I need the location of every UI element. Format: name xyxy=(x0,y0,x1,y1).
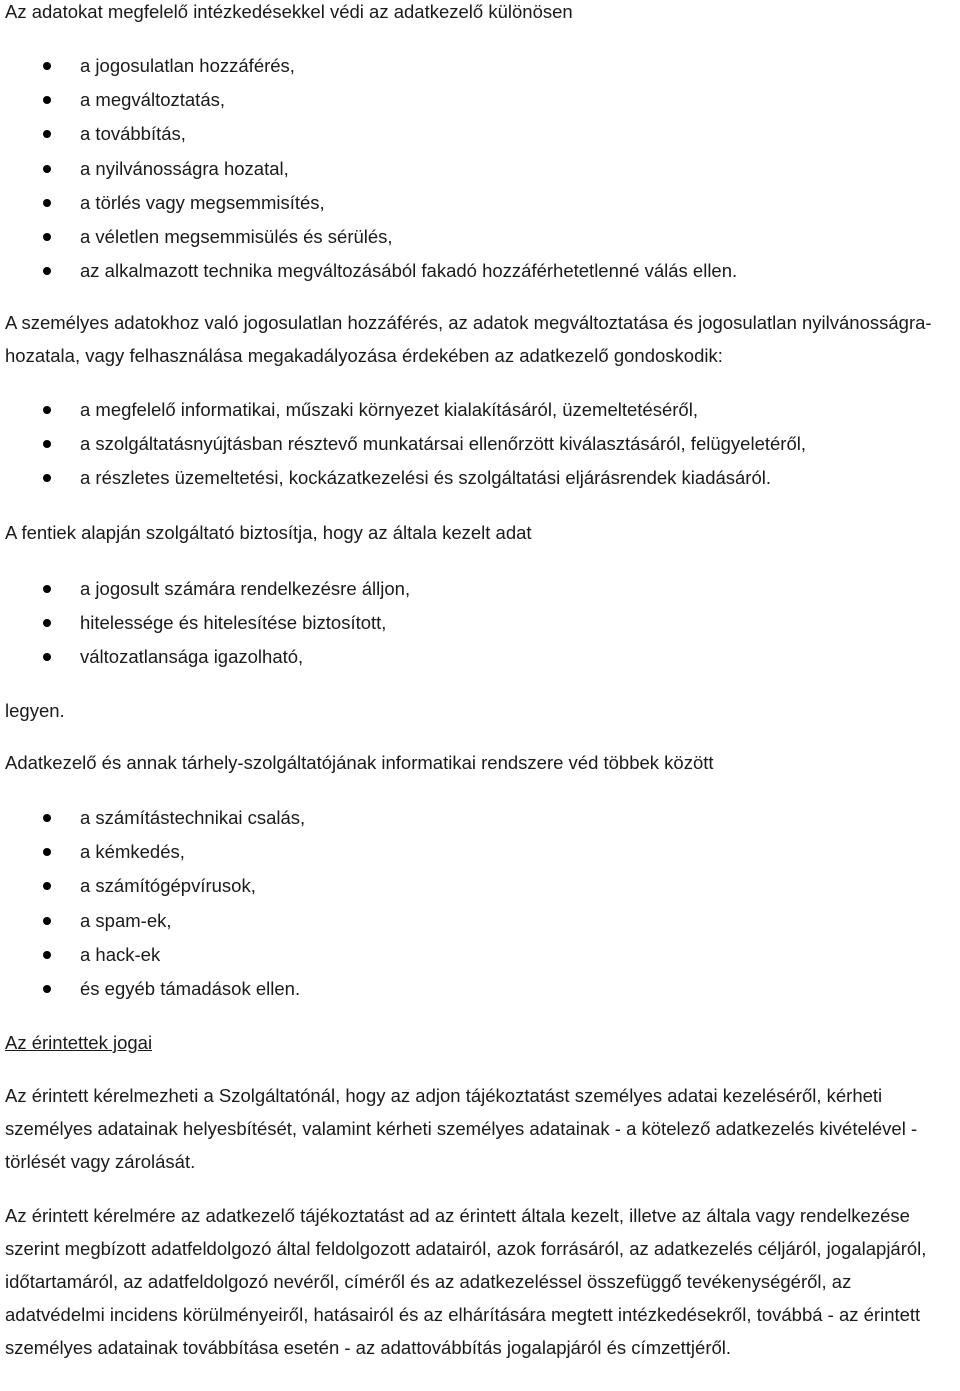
list-item: a továbbítás, xyxy=(0,117,960,151)
bullet-icon xyxy=(43,653,51,661)
data-assurance-list xyxy=(0,572,960,675)
rights-paragraph-information: Az érintett kérelmére az adatkezelő tájékoztatást ad az érintett általa kezelt, illetve az általa vagy rendelkezése szerint megbízott adatfeldolgozó által feldolgozott adatairól, azok forrásáról, az adatkezelés céljáról, jogalapjáról, időtartamáról, az adatfeldolgozó nevéről, címéről és az adatkezeléssel összefüggő tevékenységéről, az adatvédelmi incidens körülményeiről, hatásairól és az elhárítására megtett intézkedésekről, továbbá - az érintett személyes adatainak továbbítása esetén - az adattovábbítás jogalapjáról és címzettjéről. xyxy=(5,1205,927,1358)
bullet-icon xyxy=(43,585,51,593)
list-item: a törlés vagy megsemmisítés, xyxy=(0,186,960,220)
intro-paragraph-data-assurance: A fentiek alapján szolgáltató biztosítja, hogy az általa kezelt adat xyxy=(5,522,532,543)
bullet-icon xyxy=(43,882,51,890)
list-item: a részletes üzemeltetési, kockázatkezelési és szolgáltatási eljárásrendek kiadásáról. xyxy=(0,461,960,495)
bullet-icon xyxy=(43,233,51,241)
bullet-icon xyxy=(43,62,51,70)
list-item: a kémkedés, xyxy=(0,835,960,869)
list-item: az alkalmazott technika megváltozásából fakadó hozzáférhetetlenné válás ellen. xyxy=(0,254,960,288)
bullet-icon xyxy=(43,917,51,925)
bullet-icon xyxy=(43,951,51,959)
bullet-icon xyxy=(43,96,51,104)
bullet-icon xyxy=(43,440,51,448)
intro-paragraph-unauthorized-access: A személyes adatokhoz való jogosulatlan hozzáférés, az adatok megváltoztatása és jogosulatlan nyilvánosságra-hozatala, vagy felhasználása megakadályozása érdekében az adatkezelő gondoskodik: xyxy=(5,312,932,366)
bullet-icon xyxy=(43,199,51,207)
list-item: a jogosult számára rendelkezésre álljon, xyxy=(0,572,960,606)
bullet-icon xyxy=(43,474,51,482)
controller-measures-list xyxy=(0,393,960,496)
intro-paragraph-protection: Az adatokat megfelelő intézkedésekkel védi az adatkezelő különösen xyxy=(5,1,573,22)
list-item: a megfelelő informatikai, műszaki környezet kialakításáról, üzemeltetéséről, xyxy=(0,393,960,427)
list-item: a szolgáltatásnyújtásban résztevő munkatársai ellenőrzött kiválasztásáról, felügyeletéről, xyxy=(0,427,960,461)
bullet-icon xyxy=(43,130,51,138)
bullet-icon xyxy=(43,619,51,627)
list-item: a megváltoztatás, xyxy=(0,83,960,117)
list-item: a hack-ek xyxy=(0,938,960,972)
rights-paragraph-request: Az érintett kérelmezheti a Szolgáltatónál, hogy az adjon tájékoztatást személyes adatai kezeléséről, kérheti személyes adatainak helyesbítését, valamint kérheti személyes adatainak - a kötelező adatkezelés kivételével - törlését vagy zárolását. xyxy=(5,1085,918,1172)
list-item: a nyilvánosságra hozatal, xyxy=(0,152,960,186)
list-item: a számítógépvírusok, xyxy=(0,869,960,903)
bullet-icon xyxy=(43,848,51,856)
bullet-icon xyxy=(43,165,51,173)
attack-types-list xyxy=(0,801,960,1006)
intro-paragraph-system-protection: Adatkezelő és annak tárhely-szolgáltatójának informatikai rendszere véd többek között xyxy=(5,752,714,773)
list-item: hitelessége és hitelesítése biztosított, xyxy=(0,606,960,640)
section-heading: Az érintettek jogai xyxy=(5,1032,153,1053)
bullet-icon xyxy=(43,406,51,414)
bullet-icon xyxy=(43,985,51,993)
list-item: a véletlen megsemmisülés és sérülés, xyxy=(0,220,960,254)
protection-threats-list xyxy=(0,49,960,288)
closing-word: legyen. xyxy=(5,700,65,721)
bullet-icon xyxy=(43,814,51,822)
list-item: a számítástechnikai csalás, xyxy=(0,801,960,835)
list-item: és egyéb támadások ellen. xyxy=(0,972,960,1006)
list-item: a spam-ek, xyxy=(0,904,960,938)
bullet-icon xyxy=(43,267,51,275)
list-item: változatlansága igazolható, xyxy=(0,640,960,674)
list-item: a jogosulatlan hozzáférés, xyxy=(0,49,960,83)
